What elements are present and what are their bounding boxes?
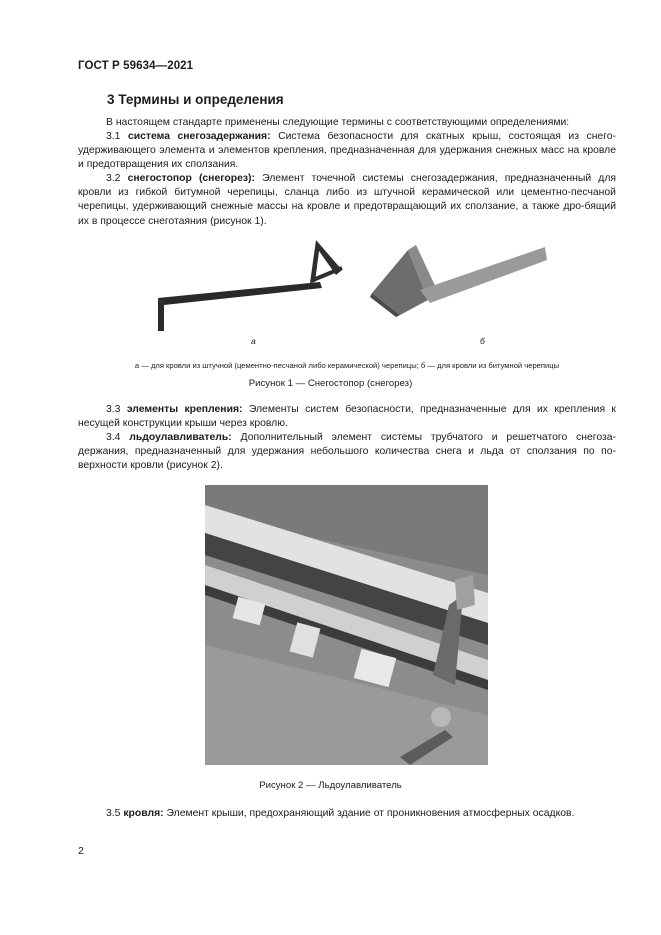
paragraph-3-4 bbox=[78, 431, 616, 474]
term: система снегозадержания: bbox=[127, 131, 271, 142]
definition: Дополнительный элемент системы трубчатого и решетчатого снегоза-держания, предназначенный для удержания небольшого количества снега и льда от сползания по по-верхности кровли (рисунок 2). bbox=[78, 432, 617, 472]
paragraph-3-5 bbox=[78, 807, 616, 821]
figure-2-photo bbox=[205, 485, 488, 765]
figure-1-images bbox=[150, 235, 550, 335]
document-header: ГОСТ Р 59634—2021 bbox=[78, 60, 194, 72]
figure-1-label-b: б bbox=[480, 336, 485, 346]
figure-2-caption: Рисунок 2 — Льдоулавливатель bbox=[259, 780, 402, 791]
paragraph-3-2 bbox=[78, 172, 616, 229]
paragraph-3-3 bbox=[78, 403, 616, 431]
term: снегостопор (снегорез): bbox=[127, 173, 255, 184]
snow-stopper-tile-image bbox=[158, 240, 342, 331]
definition: Система безопасности для скатных крыш, состоящая из снего-удерживающего элемента и элементов крепления, предназначенная для удержания снежных масс на кровле и предотвращения их сползания. bbox=[78, 131, 617, 171]
snow-stopper-bitumen-image bbox=[370, 245, 547, 317]
intro-text: В настоящем стандарте применены следующие термины с соответствующими определениями: bbox=[106, 117, 570, 128]
figure-1-caption: Рисунок 1 — Снегостопор (снегорез) bbox=[248, 378, 413, 389]
clause-number: 3.5 bbox=[106, 808, 121, 819]
clause-number: 3.1 bbox=[106, 131, 121, 142]
definition: Элемент крыши, предохраняющий здание от проникновения атмосферных осадков. bbox=[166, 808, 575, 819]
section-title: 3 Термины и определения bbox=[107, 92, 284, 107]
clause-number: 3.4 bbox=[106, 432, 121, 443]
page-number: 2 bbox=[78, 845, 84, 857]
term: льдоулавливатель: bbox=[129, 432, 232, 443]
paragraph-intro bbox=[78, 116, 616, 130]
clause-number: 3.2 bbox=[106, 173, 121, 184]
figure-1-legend: а — для кровли из штучной (цементно-песчаной либо керамической) черепицы; б — для кровли из битумной черепицы bbox=[134, 361, 560, 370]
paragraph-3-1 bbox=[78, 130, 616, 173]
definition: Элементы систем безопасности, предназначенные для их крепления к несущей конструкции крыши через кровлю. bbox=[78, 404, 616, 430]
figure-1-label-a: а bbox=[251, 336, 256, 346]
term: элементы крепления: bbox=[126, 404, 243, 415]
clause-number: 3.3 bbox=[106, 404, 121, 415]
term: кровля: bbox=[123, 808, 164, 819]
definition: Элемент точечной системы снегозадержания, предназначенный для кровли из гибкой битумной черепицы, сланца либо из штучной керамической или цементно-песчаной черепицы, удерживающий снежные массы на кровле и предотвращающий их сползание, а также дро-бящий их в процессе снеготаяния (рисунок 1). bbox=[78, 173, 617, 227]
